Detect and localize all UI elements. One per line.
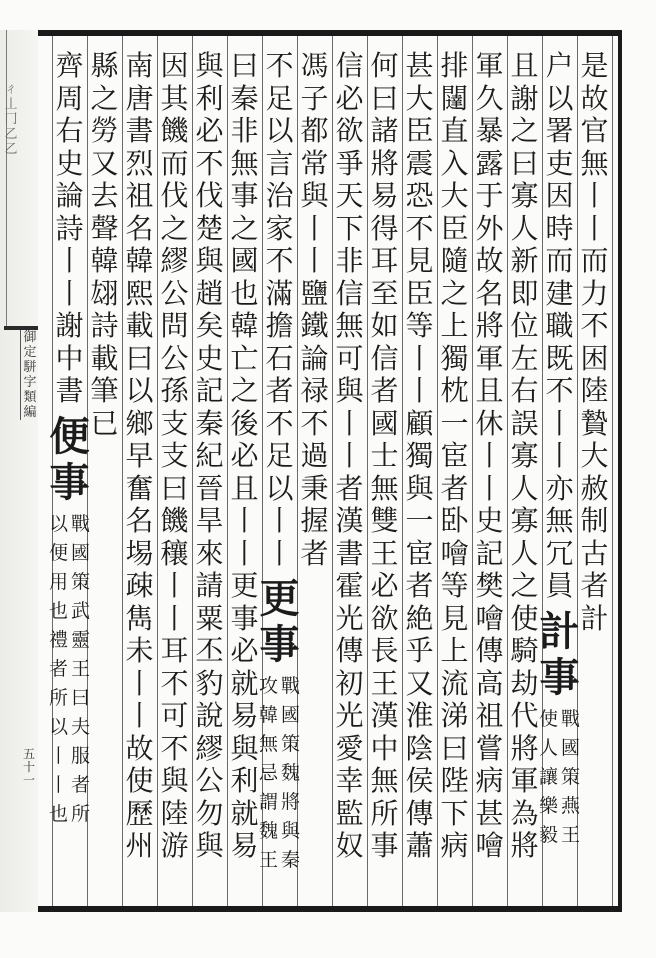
column-text: 不足以言治家不滿擔石者不足以丨丨	[265, 50, 294, 570]
column-text: 甚大臣震恐不見臣等丨丨顧獨與一宦者絶乎又淮陰侯傳蕭	[405, 50, 434, 862]
margin-title: 御定駢字類編	[20, 330, 38, 420]
headword: 便事	[49, 412, 90, 506]
annotation-line: 戰國策魏將與秦	[280, 675, 300, 871]
annotation-line: 攻韓無忌謂魏王	[258, 675, 278, 871]
annotation-line: 戰國策燕王	[560, 707, 580, 846]
column-text: 因其饑而伐之繆公問公孫支支曰饑穰丨丨耳不可不與陸游	[160, 50, 189, 862]
fragment-glyphs: ㄔ 丄 冂 乙 乙	[4, 82, 18, 157]
fragment-rule	[6, 30, 7, 330]
annotation-block	[46, 510, 94, 829]
annotation-line: 使人讓樂毅	[538, 707, 558, 846]
annotation-line: 以便用也禮者所以丨丨也	[48, 512, 68, 825]
column-text: 排闥直入大臣隨之上獨枕一宦者卧噲等見上流涕曰陛下病	[440, 50, 469, 862]
column-text: 是故官無丨丨而力不困陸贄大赦制古者計	[580, 50, 609, 635]
column-text: 馮子都常與丨丨鹽鐵論禄不過秉握者	[300, 50, 329, 570]
column-text: 信必欲爭天下非信無可與丨丨者漢書霍光傳初光愛幸監奴	[335, 50, 364, 862]
column-text: 户以署吏因時而建職既不丨丨亦無冗員	[545, 50, 574, 602]
column-text: 齊周右史論詩丨丨謝中書	[55, 50, 84, 407]
headword: 更事	[259, 575, 300, 668]
column-text: 南唐書烈祖名韓熙載曰以鄉早奮名埸疎雋未丨丨故使歷州	[125, 50, 154, 862]
page-number: 五十一	[22, 747, 35, 787]
column-text: 何曰諸將易得耳至如信者國士無雙王必欲長王漢中無所事	[370, 50, 399, 862]
annotation-line: 戰國策武靈王曰夫服者所	[70, 512, 90, 825]
headword: 計事	[539, 607, 580, 701]
column-text: 軍久暴露于外故名將軍且休丨丨史記樊噲傳高祖嘗病甚噲	[475, 50, 504, 862]
text-column	[46, 50, 94, 900]
column-text: 且謝之曰寡人新即位左右誤寡人寡人之使騎劫代將軍為將	[510, 50, 539, 862]
column-text: 曰秦非無事之國也韓亡之後必且丨丨更事必就易與利就易	[230, 50, 259, 862]
column-text: 與利必不伐楚與趙矣史記秦紀晉旱來請粟丕豹說繆公勿與	[195, 50, 224, 862]
column-text: 縣之勞又去聲韓翃詩載筆已	[90, 50, 119, 440]
